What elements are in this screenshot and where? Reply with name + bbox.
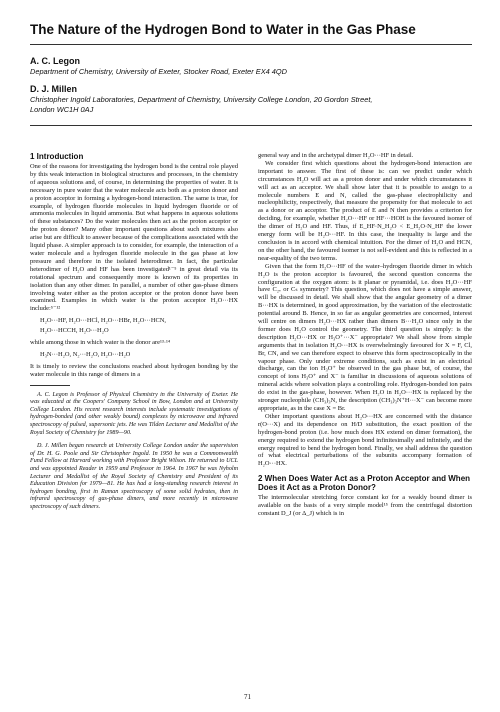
formula-line: H₂O···HCCH, H₂O···H₂O xyxy=(40,327,109,335)
author-affiliation-legon: Department of Chemistry, University of Exeter, Stocker Road, Exeter EX4 4QD xyxy=(30,67,287,76)
formula-line: H₃N···H₂O, N₂···H₂O, H₂O···H₂O xyxy=(40,350,131,358)
body-paragraph-1: general way and in the archetypal dimer H₂O···HF in detail. xyxy=(258,152,414,159)
author-affiliation-millen-line2: London WC1H 0AJ xyxy=(30,105,94,114)
author-name-millen: D. J. Millen xyxy=(30,84,78,94)
proton-donor-dimer-list xyxy=(40,351,238,359)
page-number: 71 xyxy=(244,693,251,701)
intro-paragraph-2: while among those in which water is the donor are¹³·¹⁴ xyxy=(30,339,171,347)
body-paragraph-4: Other important questions about H₂O···HX are concerned with the distance r(O···X) and its dependence on H/D substitution, the exact position of the hydrogen-bond proton (i.e. how much does HX extend on dimer formation), the energy required to extend the hydrogen bond infinitesimally and infinitely, and the energy required to bend the hydrogen bond. Finally, we shall address the question of what electrical perturbations of the subunits accompany formation of H₂O···HX. xyxy=(258,412,472,468)
proton-acceptor-dimer-list xyxy=(40,317,238,335)
body-paragraph-2: We consider first which questions about the hydrogen-bond interaction are important to answer. The first of these is: can we predict under which circumstances H₂O will act as a proton donor and under which circumstances it will act as an acceptor. We shall show later that it is possible to assign to a molecule numbers E and N, called the gas-phase electrophilicity and nucleophilicity, respectively, that measure the propensity for that molecule to act as a donor or an acceptor. The product of E and N then provides a criterion for deciding, for example, whether H₂O···HF or HF···HOH is the favoured isomer of the dimer of H₂O and HF. Thus, if E_HF·N_H₂O < E_H₂O·N_HF the lower energy form will be H₂O···HF. In this case, the inequality is large and the conclusion is in accord with chemical intuition. For the dimer of H₂O and HCN, on the other hand, the favoured isomer is not self-evident and this is reflected in a near-equality of the two terms. xyxy=(258,159,472,262)
biography-millen: D. J. Millen began research at University College London under the supervision of Dr. H. G. Poole and Sir Christopher Ingold. In 1950 he was a Commonwealth Fund Fellow at Harvard working with Professor Bright Wilson. He returned to UCL and was appointed Reader in 1959 and Professor in 1964. In 1967 he was Nyholm Lecturer and Medallist of the Royal Society of Chemistry and President of its Education Division for 1979—81. He has had a long-standing research interest in hydrogen bonding, first in Raman spectroscopy of some solid hydrates, then in infrared spectroscopy of gas-phase dimers, and more recently in microwave spectroscopy of such dimers. xyxy=(30,443,238,510)
author-name-legon: A. C. Legon xyxy=(30,56,80,66)
biography-divider xyxy=(30,385,70,386)
section-heading-2: 2 When Does Water Act as a Proton Acceptor and When Does it Act as a Proton Donor? xyxy=(258,474,471,493)
title-rule xyxy=(30,44,472,45)
biography-legon: A. C. Legon is Professor of Physical Chemistry in the University of Exeter. He was educated at the Coopers' Company School in Bow, London and at University College London. His recent research interests include systematic investigations of hydrogen-bonded (and other weakly bound) complexes by microwave and infrared spectroscopy of pulsed, supersonic jets. He was Tilden Lecturer and Medallist of the Royal Society of Chemistry for 1989—90. xyxy=(30,391,238,436)
author-affiliation-millen-line1: Christopher Ingold Laboratories, Department of Chemistry, University College London, 20 Gordon Street, xyxy=(30,95,373,104)
intro-paragraph-1: One of the reasons for investigating the hydrogen bond is the central role played by this weak interaction in biological structures and processes, in the chemistry of aqueous solutions and, of course, in determining the properties of water. It is necessary in pure water that the water molecule acts both as a proton donor and a proton acceptor in forming a hydrogen-bond interaction. The same is true, for example, of hydrogen fluoride molecules in liquid hydrogen fluoride or of ammonia molecules in liquid ammonia. But what happens in aqueous solutions of these substances? Do the water molecules then act as the proton acceptor or the proton donor? Many other important questions about such mixtures also arise but are difficult to answer because of the complications associated with the liquid phase. A simpler approach is to consider, for example, the interaction of a water molecule and a hydrogen fluoride molecule in the gas phase at low pressure and therefore in the isolated heterodimer. In fact, the particular heterodimer of H₂O and HF has been investigated¹⁻⁵ in great detail via its rotational spectrum and consequently more is known of its properties in isolation than any other dimer. In parallel, a number of other gas-phase dimers involving water either as the proton acceptor or the proton donor have been examined. Examples in which water is the proton acceptor H₂O···HX include:⁵⁻¹² xyxy=(30,163,238,313)
body-paragraph-5: The intermolecular stretching force constant kσ for a weakly bound dimer is available on the basis of a very simple model¹⁵ from the centrifugal distortion constant D_J (or Δ_J) which is in xyxy=(258,494,472,518)
article-title: The Nature of the Hydrogen Bond to Water in the Gas Phase xyxy=(30,22,416,37)
formula-line: H₂O···HF, H₂O···HCl, H₂O···HBr, H₂O···HCN, xyxy=(40,317,167,325)
header-rule xyxy=(30,125,472,126)
section-heading-introduction: 1 Introduction xyxy=(30,152,84,161)
body-paragraph-3: Given that the form H₂O···HF of the water–hydrogen fluoride dimer in which H₂O is the proton acceptor is favoured, the second question concerns the configuration at the oxygen atom: is it planar or pyramidal, i.e. does H₂O···HF have C₂ᵥ or Cₛ symmetry? This question, which does not have a simple answer, will be discussed in detail. We shall show that the angular geometry of a dimer B···HX is determined, in good approximation, by the variation of the electrostatic potential around B. Hence, in so far as angular geometries are concerned, interest will centre on dimers H₂O···HX rather than dimers B···H₂O since only in the former does H₂O control the geometry. The third question is simply: is the description H₂O···HX or H₃O⁺···X⁻ appropriate? We shall show from simple arguments that in isolation H₂O···HX is overwhelmingly favoured for X = F, Cl, Br, CN, and we can therefore expect to observe this form spectroscopically in the vapour phase. Only under extreme conditions, such as exist in an electrical discharge, can the ion H₃O⁺ be observed in the gas phase but, of course, the concept of ions H₃O⁺ and X⁻ is familiar in discussions of aqueous solutions of mineral acids where solvation plays a controlling role. Hydrogen-bonded ion pairs do exist in the gas-phase, however. When H₂O in H₂O···HX is replaced by the stronger nucleophile (CH₃)₃N, the description (CH₃)₃N⁺H···X⁻ can become more appropriate, as in the case X = Br. xyxy=(258,262,472,412)
right-column xyxy=(258,152,472,518)
intro-paragraph-3: It is timely to review the conclusions reached about hydrogen bonding by the water molecule in this range of dimers in a xyxy=(30,362,238,378)
left-column xyxy=(30,152,238,518)
